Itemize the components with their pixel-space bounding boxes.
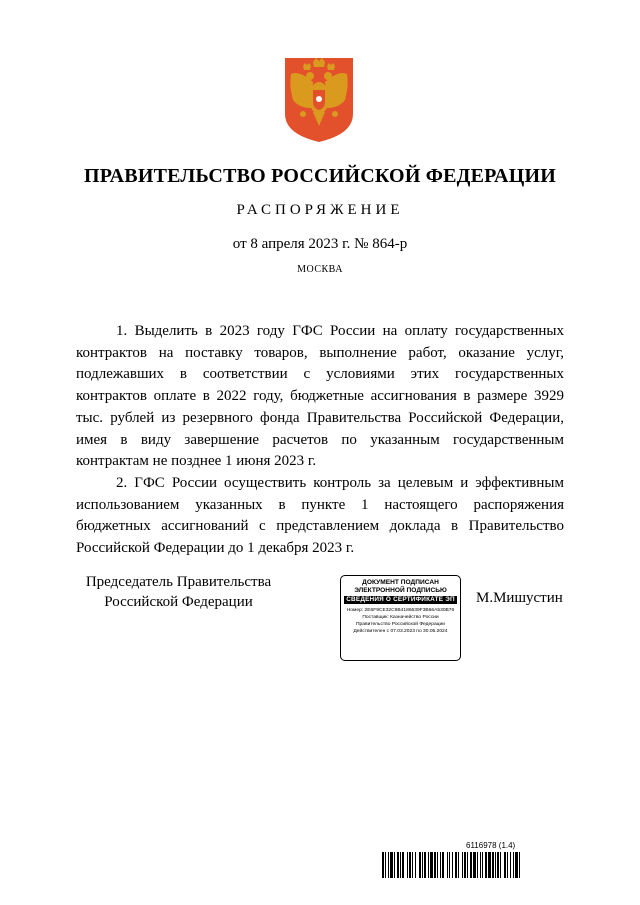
document-type: РАСПОРЯЖЕНИЕ	[236, 202, 404, 218]
paragraph-2: 2. ГФС России осуществить контроль за целевым и эффективным использованием указанных в пункте 1 настоящего распоряжения бюджетных ассигнований с представлением доклада в Правительство Российской Федерации до 1 декабря 2023 г.	[76, 474, 564, 557]
barcode-label: 6116978 (1.4)	[466, 841, 516, 850]
document-city: МОСКВА	[297, 264, 343, 275]
signatory-position	[76, 572, 281, 612]
document-body	[76, 321, 564, 560]
signatory-name: М.Мишустин	[476, 590, 563, 606]
stamp-line-2: ЭЛЕКТРОННОЙ ПОДПИСЬЮ	[354, 587, 447, 594]
government-title: ПРАВИТЕЛЬСТВО РОССИЙСКОЙ ФЕДЕРАЦИИ	[84, 165, 556, 187]
stamp-line-1: ДОКУМЕНТ ПОДПИСАН	[362, 579, 439, 586]
paragraph-1: 1. Выделить в 2023 году ГФС России на оплату государственных контрактов на поставку товаров, выполнение работ, оказание услуг, подлежавших в соответствии с условиями этих государственных контрактов оплате в 2022 году, бюджетные ассигнования в размере 3929 тыс. рублей из резервного фонда Правительства Российской Федерации, имея в виду завершение расчетов по указанным государственным контрактам не позднее 1 июня 2023 г.	[76, 323, 564, 470]
stamp-validity: Действителен с 07.03.2023 по 30.05.2024	[353, 629, 448, 634]
stamp-certificate-bar: СВЕДЕНИЯ О СЕРТИФИКАТЕ ЭП	[344, 596, 457, 604]
stamp-serial: Номер: 2E6F9CE32C9B4186639F3B66A530B76	[346, 608, 455, 613]
signatory-position-line1: Председатель Правительства	[85, 574, 272, 590]
signatory-position-line2: Российской Федерации	[104, 594, 253, 610]
document-date-number: от 8 апреля 2023 г. № 864-р	[232, 236, 408, 252]
electronic-signature-stamp	[340, 575, 461, 661]
stamp-issuer: Поставщик: Казначейство России	[362, 615, 439, 620]
barcode	[382, 852, 566, 878]
stamp-owner: Правительство Российской Федерации	[356, 622, 445, 627]
coat-of-arms-icon	[283, 56, 355, 144]
